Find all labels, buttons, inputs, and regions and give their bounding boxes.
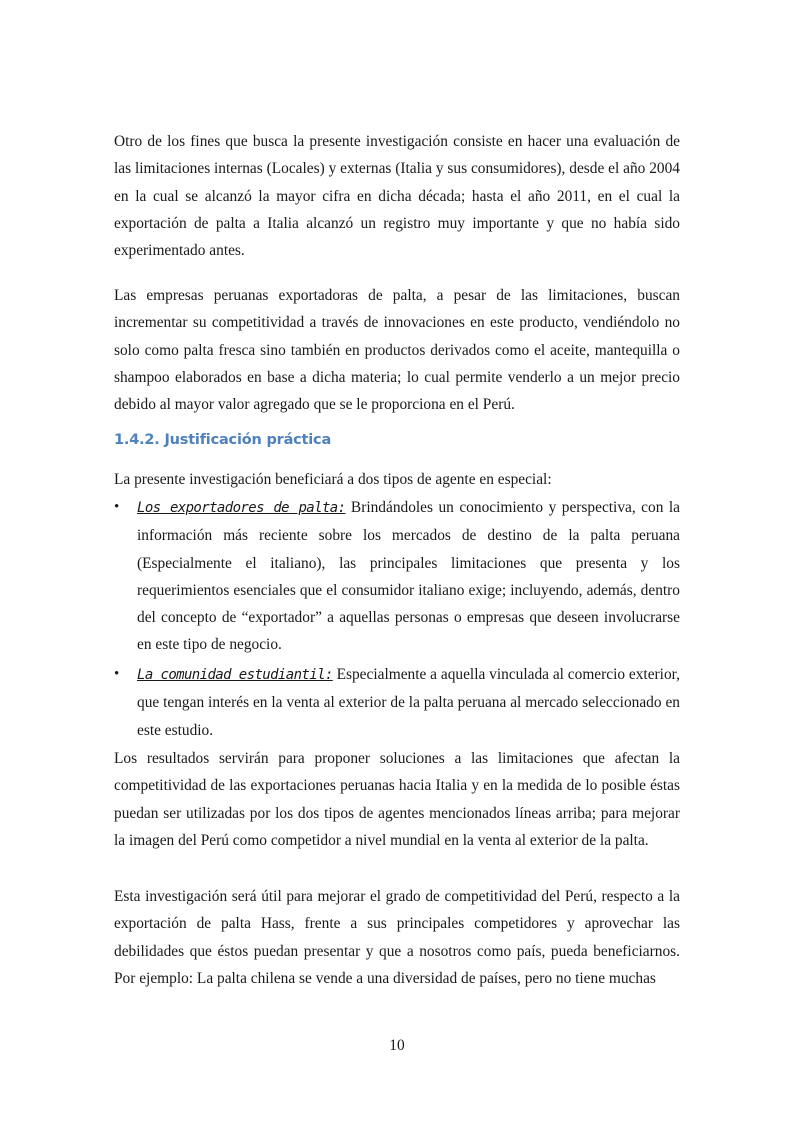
paragraph-peruvian-exporters: Las empresas peruanas exportadoras de palta, a pesar de las limitaciones, buscan incrementar su competitividad a través de innovaciones en este producto, vendiéndolo no solo como palta fresca sino también en productos derivados como el aceite, mantequilla o shampoo elaborados en base a dicha materia; lo cual permite venderlo a un mejor precio debido al mayor valor agregado que se le proporciona en el Perú.: [114, 287, 680, 414]
paragraph-competitiveness: Esta investigación será útil para mejorar el grado de competitividad del Perú, respecto a la exportación de palta Hass, frente a sus principales competidores y aprovechar las debilidades que éstos puedan presentar y que a nosotros como país, pueda beneficiarnos. Por ejemplo: La palta chilena se vende a una diversidad de países, pero no tiene muchas: [114, 888, 680, 987]
list-item-text: Especialmente a aquella vinculada al comercio exterior, que tengan interés en la venta al exterior de la palta peruana al mercado seleccionado en este estudio.: [137, 666, 680, 739]
section-heading: 1.4.2. Justificación práctica: [114, 432, 332, 448]
list-item-lead: Los exportadores de palta:: [137, 500, 346, 516]
paragraph-results: Los resultados servirán para proponer soluciones a las limitaciones que afectan la competitividad de las exportaciones peruanas hacia Italia y en la medida de lo posible éstas puedan ser utilizadas por los dos tipos de agentes mencionados líneas arriba; para mejorar la imagen del Perú como competidor a nivel mundial en la venta al exterior de la palta.: [114, 750, 680, 849]
list-item-lead: La comunidad estudiantil:: [137, 667, 333, 683]
list-item-text: Brindándoles un conocimiento y perspectiva, con la información más reciente sobre los mercados de destino de la palta peruana (Especialmente el italiano), las principales limitaciones que presenta y los requerimientos esenciales que el consumidor italiano exige; incluyendo, además, dentro del concepto de “exportador” a aquellas personas o empresas que deseen involucrarse en este tipo de negocio.: [137, 499, 680, 654]
bullet-icon: •: [114, 499, 120, 515]
bullet-icon: •: [114, 666, 120, 682]
list-item-body: [137, 494, 680, 659]
page-number: 10: [389, 1037, 405, 1054]
list-item-body: [137, 661, 680, 744]
paragraph-evaluation-goal: Otro de los fines que busca la presente investigación consiste en hacer una evaluación de las limitaciones internas (Locales) y externas (Italia y sus consumidores), desde el año 2004 en la cual se alcanzó la mayor cifra en dicha década; hasta el año 2011, en el cual la exportación de palta a Italia alcanzó un registro muy importante y que no había sido experimentado antes.: [114, 133, 680, 260]
section-intro: La presente investigación beneficiará a dos tipos de agente en especial:: [114, 471, 552, 488]
